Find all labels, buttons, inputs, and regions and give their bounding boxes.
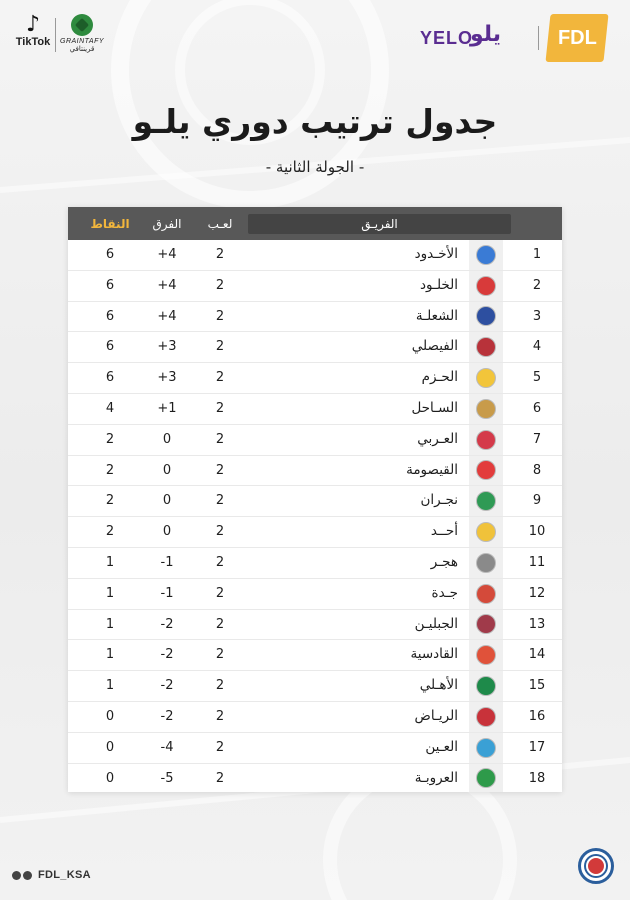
team-rank: 4 bbox=[532, 339, 542, 355]
team-logo bbox=[469, 363, 503, 393]
matches-played: 2 bbox=[215, 247, 225, 262]
goal-difference: 0 bbox=[162, 524, 172, 540]
table-row bbox=[68, 394, 562, 425]
page-subtitle: - الجولة الثانية - bbox=[265, 158, 365, 176]
team-logo bbox=[469, 610, 503, 640]
brand-divider bbox=[55, 18, 56, 52]
team-logo bbox=[469, 456, 503, 486]
team-logo bbox=[469, 486, 503, 516]
matches-played: 2 bbox=[215, 431, 225, 447]
team-rank: 12 bbox=[528, 585, 546, 601]
goal-difference: +3 bbox=[157, 339, 177, 355]
team-rank: 1 bbox=[532, 247, 542, 262]
goal-difference: -2 bbox=[160, 616, 174, 632]
matches-played: 2 bbox=[215, 370, 225, 386]
team-crest-icon bbox=[476, 276, 496, 296]
matches-played: 2 bbox=[215, 585, 225, 601]
goal-difference: -1 bbox=[160, 585, 174, 601]
team-rank: 7 bbox=[532, 431, 542, 447]
team-rank: 15 bbox=[528, 678, 546, 694]
seal-emblem-icon bbox=[586, 856, 606, 876]
table-row bbox=[68, 486, 562, 517]
goal-difference: +1 bbox=[157, 400, 177, 416]
team-rank: 18 bbox=[528, 770, 546, 786]
team-name: أحــد bbox=[430, 523, 458, 540]
team-points: 0 bbox=[105, 708, 115, 724]
team-crest-icon bbox=[476, 245, 496, 265]
team-crest-icon bbox=[476, 707, 496, 727]
graintafy-label: GRAINTAFY bbox=[60, 38, 105, 45]
goal-difference: 0 bbox=[162, 493, 172, 509]
table-body bbox=[68, 240, 562, 793]
table-row bbox=[68, 640, 562, 671]
matches-played: 2 bbox=[215, 277, 225, 293]
matches-played: 2 bbox=[215, 647, 225, 663]
team-name: الريـاض bbox=[414, 707, 458, 724]
matches-played: 2 bbox=[215, 400, 225, 416]
team-logo bbox=[469, 640, 503, 670]
goal-difference: 0 bbox=[162, 462, 172, 478]
team-points: 1 bbox=[105, 678, 115, 694]
goal-difference: -5 bbox=[160, 770, 174, 786]
team-name: الجبليـن bbox=[414, 615, 458, 632]
table-row bbox=[68, 671, 562, 702]
goal-difference: -2 bbox=[160, 678, 174, 694]
fdl-logo bbox=[545, 14, 608, 62]
header-goal-diff: الفرق bbox=[152, 217, 182, 231]
team-points: 1 bbox=[105, 647, 115, 663]
team-rank: 5 bbox=[532, 370, 542, 386]
sponsor-divider bbox=[538, 26, 539, 50]
team-rank: 3 bbox=[532, 308, 542, 324]
team-rank: 10 bbox=[528, 524, 546, 540]
team-points: 0 bbox=[105, 739, 115, 755]
table-row bbox=[68, 548, 562, 579]
team-logo bbox=[469, 425, 503, 455]
table-row bbox=[68, 702, 562, 733]
team-crest-icon bbox=[476, 430, 496, 450]
team-crest-icon bbox=[476, 306, 496, 326]
team-name: العـربي bbox=[417, 430, 458, 447]
team-crest-icon bbox=[476, 460, 496, 480]
matches-played: 2 bbox=[215, 308, 225, 324]
team-logo bbox=[469, 702, 503, 732]
team-logo bbox=[469, 394, 503, 424]
team-points: 0 bbox=[105, 770, 115, 786]
yelo-latin-logo: YELO bbox=[420, 28, 474, 48]
matches-played: 2 bbox=[215, 770, 225, 786]
matches-played: 2 bbox=[215, 554, 225, 570]
team-crest-icon bbox=[476, 399, 496, 419]
matches-played: 2 bbox=[215, 493, 225, 509]
team-name: الشعلـة bbox=[415, 307, 458, 324]
team-crest-icon bbox=[476, 522, 496, 542]
team-points: 6 bbox=[105, 277, 115, 293]
goal-difference: +4 bbox=[157, 308, 177, 324]
matches-played: 2 bbox=[215, 739, 225, 755]
team-rank: 16 bbox=[528, 708, 546, 724]
matches-played: 2 bbox=[215, 524, 225, 540]
team-crest-icon bbox=[476, 584, 496, 604]
team-name: الأهـلي bbox=[419, 677, 458, 694]
goal-difference: -2 bbox=[160, 647, 174, 663]
matches-played: 2 bbox=[215, 708, 225, 724]
table-header bbox=[68, 207, 562, 240]
team-points: 6 bbox=[105, 308, 115, 324]
table-row bbox=[68, 456, 562, 487]
graintafy-logo bbox=[60, 14, 104, 53]
table-row bbox=[68, 425, 562, 456]
team-name: جـدة bbox=[431, 584, 458, 601]
table-row bbox=[68, 240, 562, 271]
goal-difference: -1 bbox=[160, 554, 174, 570]
football-icon bbox=[71, 14, 93, 36]
team-crest-icon bbox=[476, 645, 496, 665]
team-logo bbox=[469, 302, 503, 332]
team-name: الحـزم bbox=[421, 369, 458, 386]
instagram-icon bbox=[12, 871, 21, 880]
tiktok-icon: ♪ bbox=[25, 12, 41, 37]
team-rank: 8 bbox=[532, 462, 542, 478]
table-row bbox=[68, 764, 562, 794]
goal-difference: -4 bbox=[160, 739, 174, 755]
team-crest-icon bbox=[476, 676, 496, 696]
team-crest-icon bbox=[476, 768, 496, 788]
table-row bbox=[68, 579, 562, 610]
table-row bbox=[68, 733, 562, 764]
team-rank: 11 bbox=[528, 554, 546, 570]
goal-difference: -2 bbox=[160, 708, 174, 724]
goal-difference: +4 bbox=[157, 277, 177, 293]
standings-table bbox=[68, 207, 562, 792]
matches-played: 2 bbox=[215, 616, 225, 632]
team-rank: 17 bbox=[528, 739, 546, 755]
team-name: العروبـة bbox=[414, 769, 458, 786]
yelo-arabic-logo: يلو bbox=[470, 22, 502, 47]
table-row bbox=[68, 332, 562, 363]
team-crest-icon bbox=[476, 738, 496, 758]
table-row bbox=[68, 271, 562, 302]
team-points: 2 bbox=[105, 462, 115, 478]
team-crest-icon bbox=[476, 337, 496, 357]
team-name: الخلـود bbox=[420, 276, 458, 293]
table-row bbox=[68, 363, 562, 394]
team-name: القادسية bbox=[410, 646, 458, 663]
team-logo bbox=[469, 764, 503, 794]
team-points: 2 bbox=[105, 493, 115, 509]
header-points: النقاط bbox=[90, 217, 130, 231]
team-rank: 6 bbox=[532, 400, 542, 416]
team-rank: 13 bbox=[528, 616, 546, 632]
page-title: جدول ترتيب دوري يلـو bbox=[132, 102, 498, 141]
table-row bbox=[68, 517, 562, 548]
team-logo bbox=[469, 332, 503, 362]
team-rank: 9 bbox=[532, 493, 542, 509]
team-points: 6 bbox=[105, 339, 115, 355]
team-crest-icon bbox=[476, 614, 496, 634]
team-name: العـين bbox=[425, 738, 458, 755]
goal-difference: 0 bbox=[162, 431, 172, 447]
matches-played: 2 bbox=[215, 462, 225, 478]
team-name: نجـران bbox=[420, 492, 458, 509]
table-row bbox=[68, 302, 562, 333]
team-logo bbox=[469, 579, 503, 609]
tiktok-logo bbox=[14, 14, 52, 48]
fdl-label: FDL bbox=[557, 26, 597, 49]
team-points: 1 bbox=[105, 585, 115, 601]
team-logo bbox=[469, 517, 503, 547]
team-logo bbox=[469, 733, 503, 763]
matches-played: 2 bbox=[215, 678, 225, 694]
team-points: 4 bbox=[105, 400, 115, 416]
graintafy-arabic-label: قرينتافي bbox=[69, 45, 95, 53]
team-points: 2 bbox=[105, 524, 115, 540]
goal-difference: +3 bbox=[157, 370, 177, 386]
team-crest-icon bbox=[476, 368, 496, 388]
matches-played: 2 bbox=[215, 339, 225, 355]
team-points: 1 bbox=[105, 616, 115, 632]
team-logo bbox=[469, 548, 503, 578]
team-crest-icon bbox=[476, 491, 496, 511]
team-logo bbox=[469, 671, 503, 701]
team-name: هجـر bbox=[430, 553, 458, 570]
social-footer bbox=[12, 869, 91, 881]
tiktok-label: TikTok bbox=[15, 36, 51, 48]
team-points: 1 bbox=[105, 554, 115, 570]
team-name: الفيصلي bbox=[411, 338, 458, 355]
federation-seal bbox=[578, 848, 614, 884]
team-points: 2 bbox=[105, 431, 115, 447]
header-played: لعـب bbox=[207, 217, 233, 231]
team-points: 6 bbox=[105, 370, 115, 386]
team-logo bbox=[469, 271, 503, 301]
team-crest-icon bbox=[476, 553, 496, 573]
social-handle: FDL_KSA bbox=[38, 869, 91, 881]
header-team: الفريـق bbox=[248, 214, 511, 234]
team-name: الأخـدود bbox=[414, 246, 458, 262]
team-name: السـاحل bbox=[411, 399, 458, 416]
team-name: القيصومة bbox=[406, 461, 458, 478]
team-rank: 2 bbox=[532, 277, 542, 293]
twitter-icon bbox=[23, 871, 32, 880]
team-rank: 14 bbox=[528, 647, 546, 663]
team-points: 6 bbox=[105, 247, 115, 262]
goal-difference: +4 bbox=[157, 247, 177, 262]
table-row bbox=[68, 610, 562, 641]
team-logo bbox=[469, 240, 503, 270]
